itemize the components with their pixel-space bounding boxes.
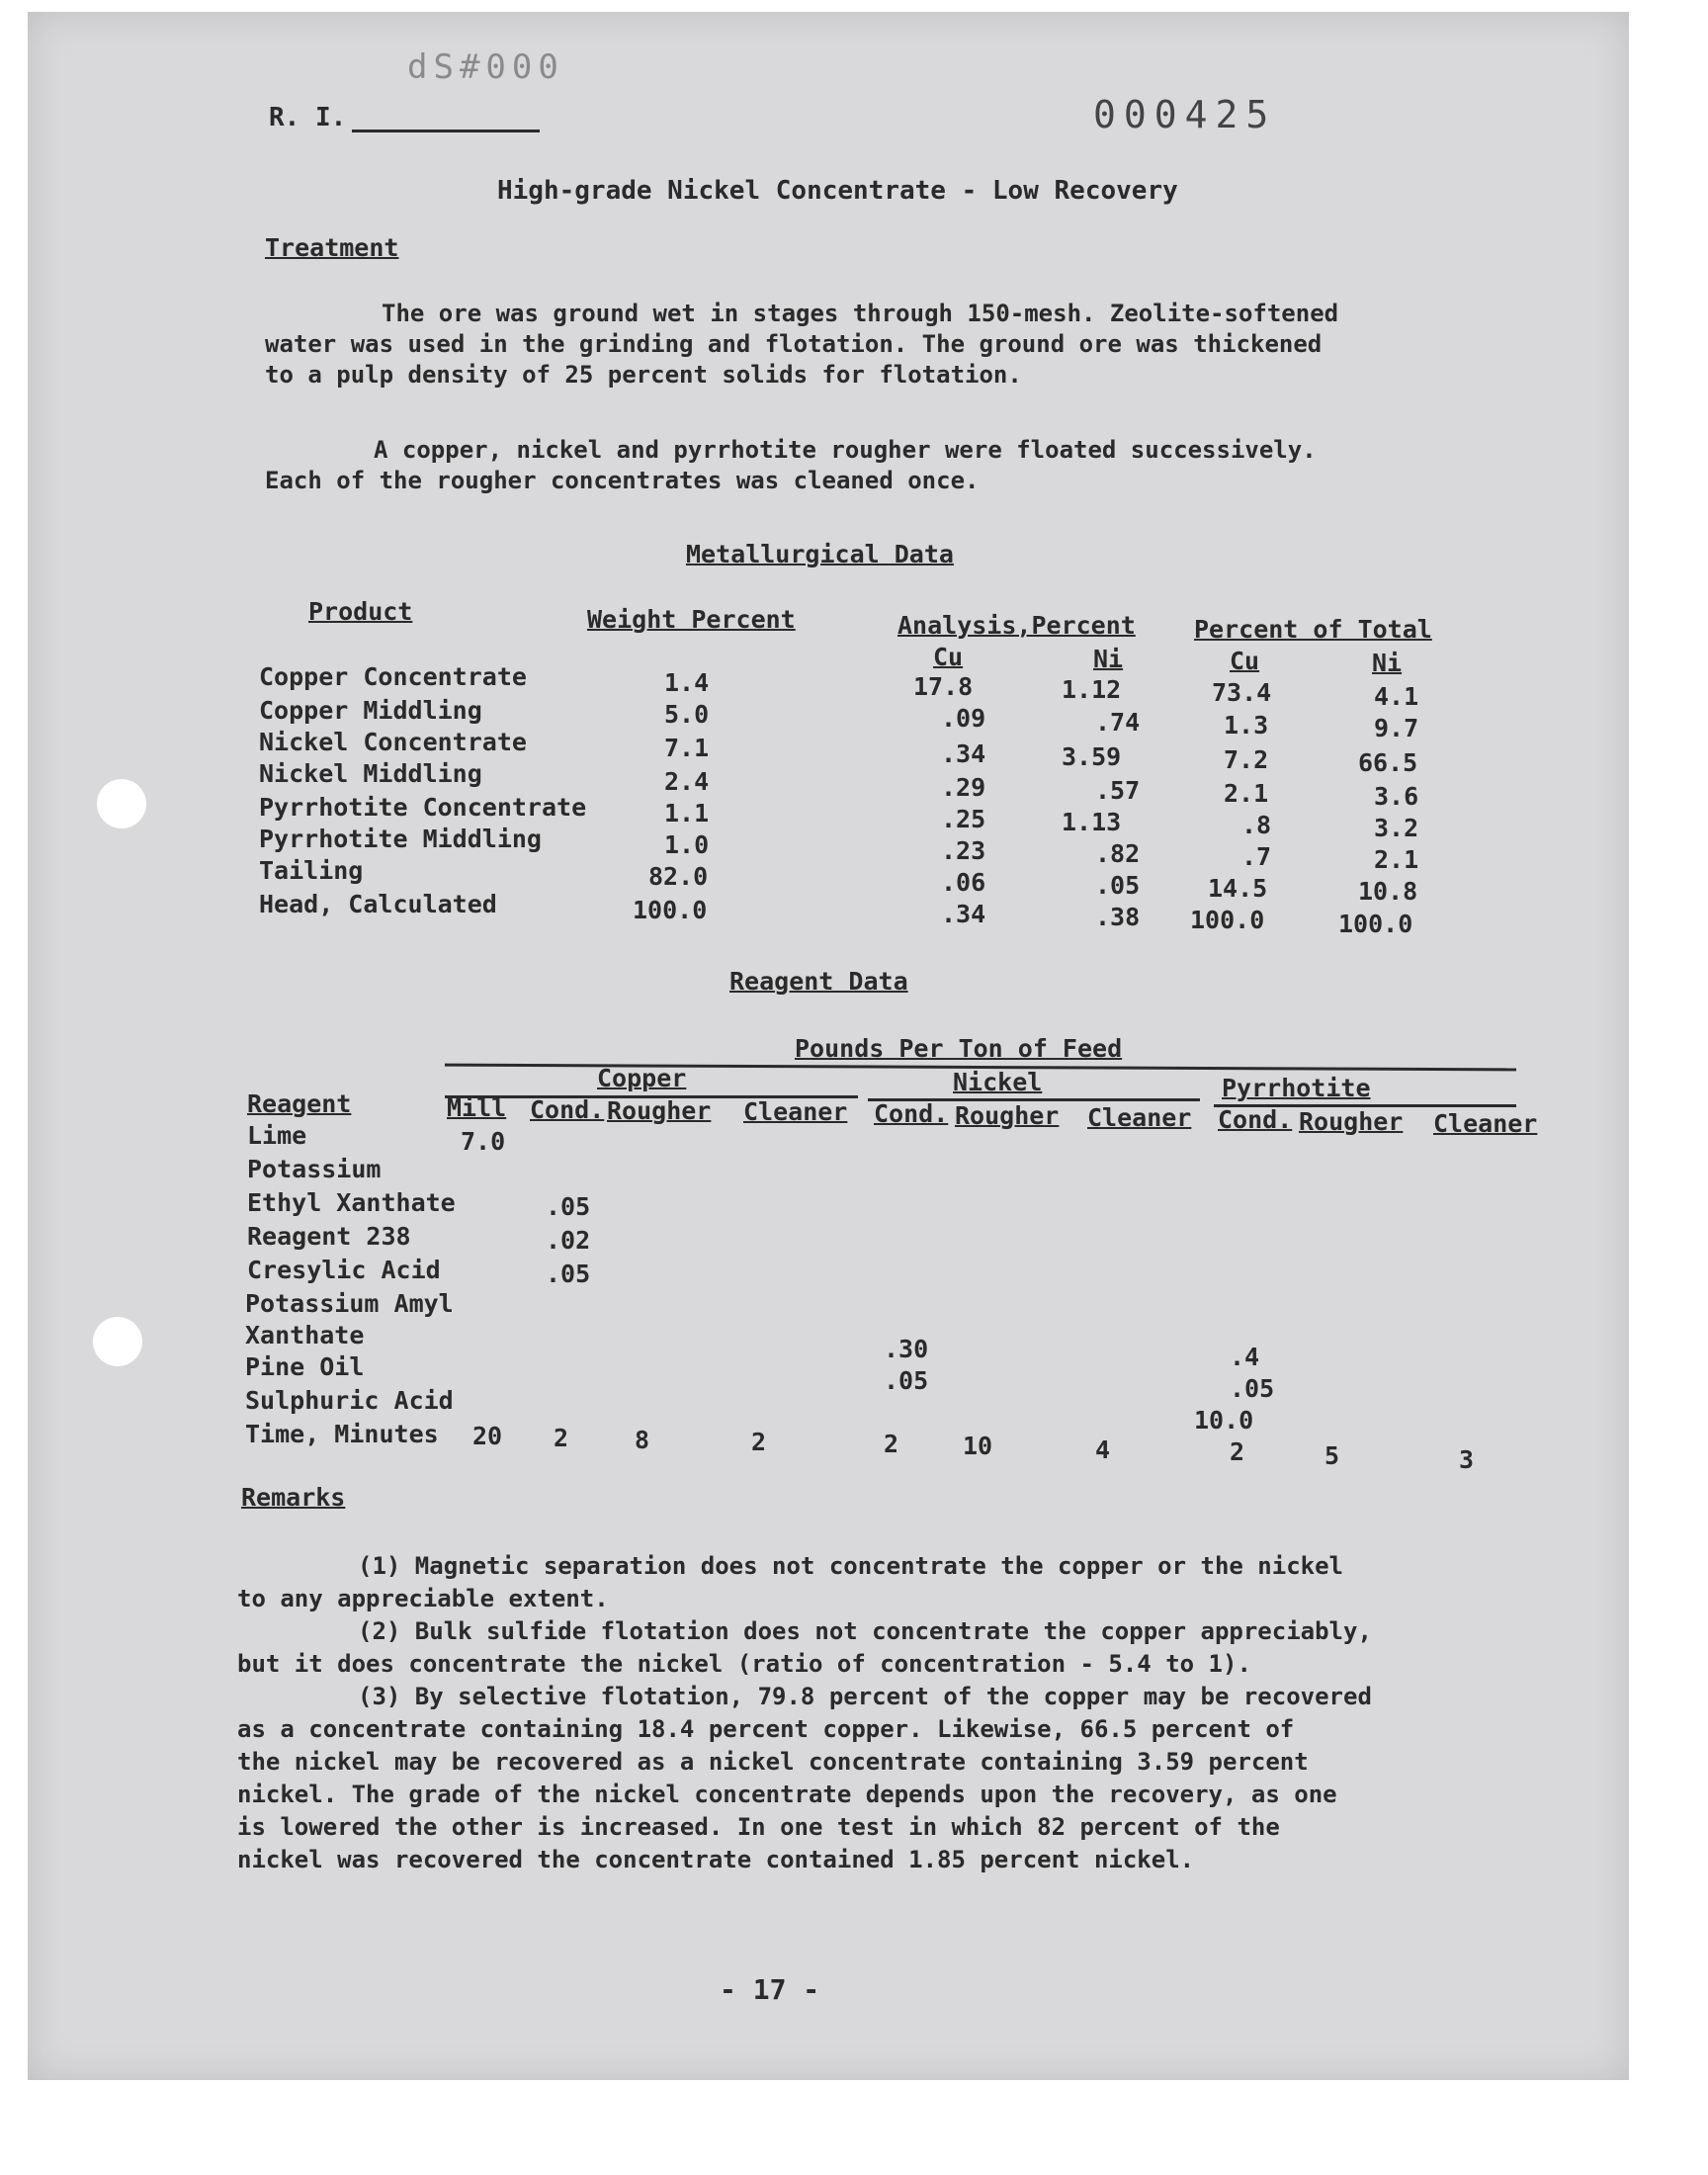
sulphuric-po-cond-value: 10.0	[1194, 1406, 1254, 1435]
page-number: - 17 -	[720, 1973, 820, 2006]
reagent-heading: Reagent Data	[729, 967, 908, 996]
reagent-time-minutes: Time, Minutes	[245, 1420, 439, 1448]
reagent-lime: Lime	[247, 1121, 307, 1150]
weight-value: 1.0	[664, 830, 710, 859]
faint-stamp-number: dS#000	[407, 47, 564, 87]
reagent-sulphuric-acid: Sulphuric Acid	[245, 1386, 454, 1415]
time-cu-cleaner-value: 2	[751, 1428, 767, 1456]
col-total-header: Percent of Total	[1194, 615, 1432, 644]
analysis-cu-value: .09	[941, 704, 986, 733]
weight-value: 100.0	[633, 896, 708, 924]
col-reagent-header: Reagent	[247, 1089, 352, 1118]
reagent-ethyl-xanthate: Ethyl Xanthate	[247, 1188, 456, 1217]
remark-line: the nickel may be recovered as a nickel concentrate containing 3.59 percent	[237, 1748, 1309, 1776]
analysis-cu-value: .25	[941, 805, 986, 833]
analysis-ni-value: .05	[1095, 871, 1141, 900]
reagent-potassium: Potassium	[247, 1155, 382, 1183]
product-name: Copper Middling	[259, 696, 482, 725]
total-cu-value: .7	[1241, 842, 1272, 871]
analysis-ni-value: .57	[1095, 776, 1141, 805]
treatment-heading: Treatment	[265, 233, 399, 262]
remark-line: to any appreciable extent.	[237, 1585, 609, 1612]
analysis-ni-value: 3.59	[1062, 742, 1122, 771]
sub-header-cu: Cu	[933, 643, 964, 671]
reagent-238: Reagent 238	[247, 1222, 411, 1251]
product-name: Head, Calculated	[259, 890, 497, 918]
weight-value: 5.0	[664, 700, 710, 729]
weight-value: 1.4	[664, 668, 710, 697]
time-cu-rougher-value: 8	[635, 1426, 650, 1454]
metallurgical-heading: Metallurgical Data	[686, 540, 954, 568]
total-cu-value: .8	[1241, 811, 1272, 839]
total-ni-value: 100.0	[1338, 910, 1413, 938]
analysis-cu-value: .29	[941, 773, 986, 802]
group-pyrrhotite: Pyrrhotite	[1222, 1074, 1371, 1102]
total-cu-value: 2.1	[1224, 779, 1269, 808]
total-cu-value: 1.3	[1224, 711, 1269, 740]
reagent-potassium-amyl: Potassium Amyl	[245, 1289, 454, 1318]
product-name: Nickel Middling	[259, 759, 482, 788]
col-mill-header: Mill	[447, 1093, 507, 1122]
pounds-per-ton-header: Pounds Per Ton of Feed	[795, 1034, 1123, 1063]
remark-line: (2) Bulk sulfide flotation does not concentrate the copper appreciably,	[358, 1617, 1372, 1645]
col-ni-cleaner-header: Cleaner	[1087, 1103, 1192, 1132]
ri-label: R. I.	[269, 103, 540, 132]
page-title: High-grade Nickel Concentrate - Low Recovery	[497, 176, 1178, 206]
total-ni-value: 9.7	[1374, 714, 1419, 742]
product-name: Nickel Concentrate	[259, 728, 527, 756]
treatment-paragraph-2	[265, 435, 1491, 496]
time-po-cleaner-value: 3	[1459, 1445, 1475, 1474]
cresylic-cu-cond-value: .05	[546, 1260, 591, 1288]
time-ni-rougher-value: 10	[963, 1432, 993, 1460]
col-cu-cond-header: Cond.	[530, 1095, 605, 1124]
remark-line: (1) Magnetic separation does not concentrate the copper or the nickel	[358, 1552, 1343, 1580]
product-name: Copper Concentrate	[259, 662, 527, 691]
total-ni-value: 3.2	[1374, 814, 1419, 842]
col-ni-cond-header: Cond.	[874, 1099, 949, 1128]
ethyl-cu-cond-value: .05	[546, 1192, 591, 1221]
col-po-cleaner-header: Cleaner	[1433, 1109, 1538, 1138]
analysis-cu-value: .06	[941, 868, 986, 897]
sub-header-cu: Cu	[1230, 647, 1260, 675]
weight-value: 1.1	[664, 799, 710, 827]
sub-header-ni: Ni	[1372, 649, 1403, 677]
remark-line: is lowered the other is increased. In one test in which 82 percent of the	[237, 1813, 1280, 1841]
remark-line: as a concentrate containing 18.4 percent copper. Likewise, 66.5 percent of	[237, 1715, 1295, 1743]
pine-ni-cond-value: .05	[884, 1366, 929, 1395]
reagent-xanthate: Xanthate	[245, 1321, 365, 1349]
analysis-ni-value: 1.13	[1062, 808, 1122, 836]
analysis-ni-value: .38	[1095, 903, 1141, 931]
total-ni-value: 3.6	[1374, 782, 1419, 811]
treatment-paragraph-1	[265, 299, 1491, 391]
remark-line: nickel was recovered the concentrate contained 1.85 percent nickel.	[237, 1846, 1195, 1873]
page-number-stamp: 000425	[1093, 93, 1277, 136]
analysis-ni-value: 1.12	[1062, 675, 1122, 704]
sub-header-ni: Ni	[1093, 645, 1124, 673]
product-name: Pyrrhotite Middling	[259, 825, 542, 853]
text-line: The ore was ground wet in stages through 150-mesh. Zeolite-softened	[382, 300, 1339, 327]
reagent-cresylic-acid: Cresylic Acid	[247, 1256, 441, 1284]
xanthate-po-cond-value: .4	[1230, 1343, 1260, 1371]
reagent238-cu-cond-value: .02	[546, 1226, 591, 1255]
weight-value: 7.1	[664, 734, 710, 762]
group-nickel: Nickel	[953, 1068, 1043, 1096]
total-ni-value: 66.5	[1358, 748, 1418, 777]
punch-hole-lower	[93, 1317, 142, 1366]
time-ni-cleaner-value: 4	[1095, 1436, 1111, 1464]
analysis-ni-value: .82	[1095, 839, 1141, 868]
time-po-rougher-value: 5	[1324, 1441, 1340, 1470]
text-line: A copper, nickel and pyrrhotite rougher were floated successively.	[374, 436, 1317, 464]
total-cu-value: 73.4	[1212, 678, 1272, 707]
time-cu-cond-value: 2	[554, 1424, 569, 1452]
weight-value: 82.0	[648, 862, 709, 891]
xanthate-ni-cond-value: .30	[884, 1335, 929, 1363]
text-line: Each of the rougher concentrates was cleaned once.	[265, 467, 980, 494]
punch-hole-upper	[97, 779, 146, 828]
product-name: Tailing	[259, 856, 364, 885]
time-mill-value: 20	[472, 1422, 503, 1450]
analysis-ni-value: .74	[1095, 708, 1141, 737]
group-copper: Copper	[597, 1064, 687, 1092]
total-ni-value: 10.8	[1358, 877, 1418, 906]
pine-po-cond-value: .05	[1230, 1374, 1275, 1403]
remarks-heading: Remarks	[241, 1483, 346, 1512]
col-cu-rougher-header: Rougher	[607, 1096, 712, 1125]
col-weight-header: Weight Percent	[587, 605, 796, 634]
col-product-header: Product	[308, 597, 413, 626]
total-cu-value: 100.0	[1190, 906, 1265, 934]
col-po-cond-header: Cond.	[1218, 1105, 1293, 1134]
time-ni-cond-value: 2	[884, 1430, 899, 1458]
time-po-cond-value: 2	[1230, 1437, 1245, 1466]
reagent-pine-oil: Pine Oil	[245, 1352, 365, 1381]
lime-mill-value: 7.0	[461, 1127, 506, 1156]
total-cu-value: 14.5	[1208, 874, 1268, 903]
analysis-cu-value: .34	[941, 900, 986, 928]
weight-value: 2.4	[664, 767, 710, 796]
text-line: to a pulp density of 25 percent solids for flotation.	[265, 361, 1022, 389]
total-ni-value: 2.1	[1374, 845, 1419, 874]
analysis-cu-value: .23	[941, 836, 986, 865]
remark-line: but it does concentrate the nickel (ratio of concentration - 5.4 to 1).	[237, 1650, 1251, 1678]
col-cu-cleaner-header: Cleaner	[743, 1097, 848, 1126]
analysis-cu-value: 17.8	[913, 672, 974, 701]
analysis-cu-value: .34	[941, 740, 986, 768]
total-cu-value: 7.2	[1224, 745, 1269, 774]
remarks-body	[237, 1550, 1522, 1876]
product-name: Pyrrhotite Concentrate	[259, 793, 587, 822]
remark-line: (3) By selective flotation, 79.8 percent of the copper may be recovered	[358, 1683, 1372, 1710]
col-analysis-header: Analysis,Percent	[897, 611, 1136, 640]
text-line: water was used in the grinding and flotation. The ground ore was thickened	[265, 330, 1323, 358]
col-po-rougher-header: Rougher	[1299, 1107, 1404, 1136]
col-ni-rougher-header: Rougher	[955, 1101, 1060, 1130]
remark-line: nickel. The grade of the nickel concentrate depends upon the recovery, as one	[237, 1781, 1337, 1808]
total-ni-value: 4.1	[1374, 682, 1419, 711]
